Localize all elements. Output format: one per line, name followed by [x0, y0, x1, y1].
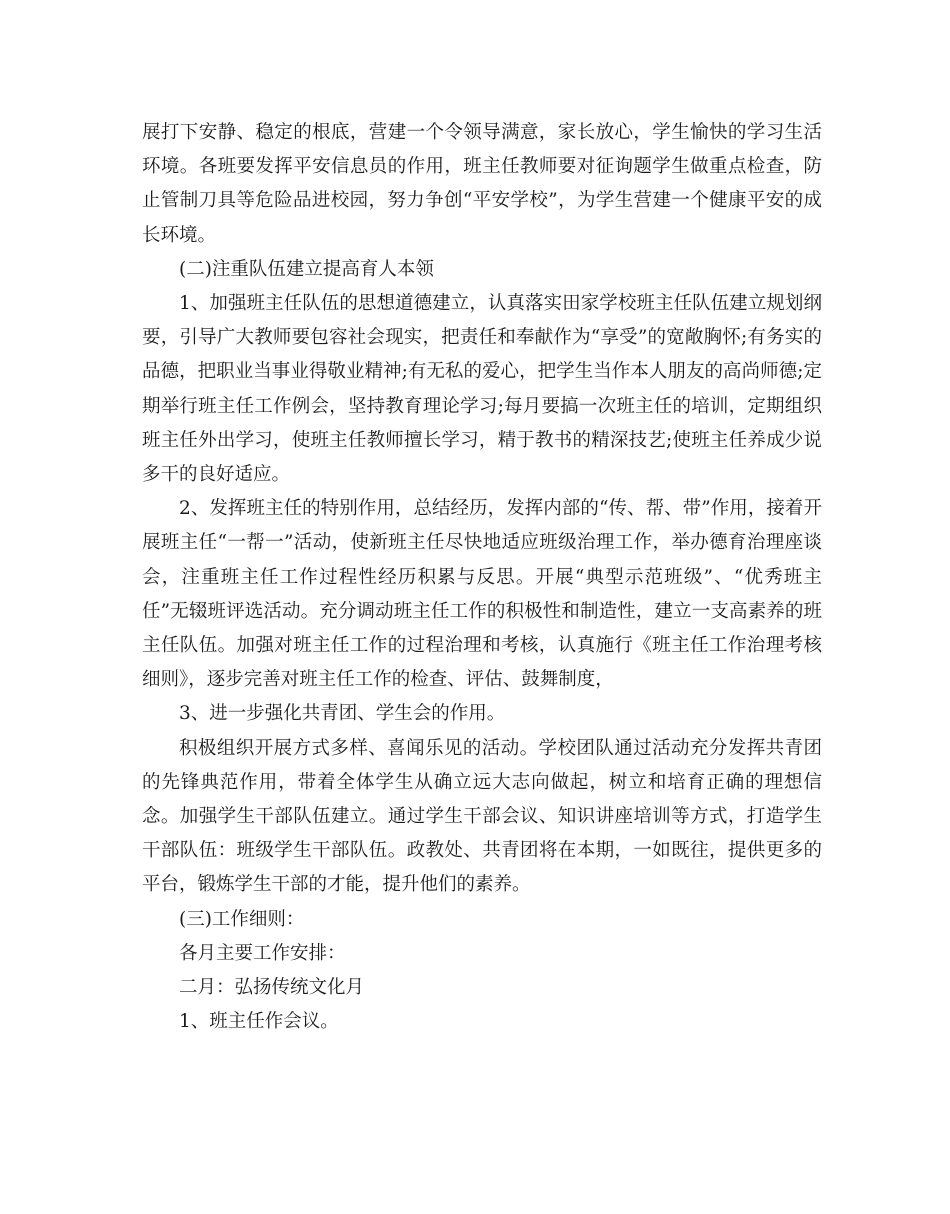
- paragraph-youth-league: 3、进一步强化共青团、学生会的作用。: [179, 703, 506, 725]
- paragraph-teacher-ethics: 1、加强班主任队伍的思想道德建立，认真落实田家学校班主任队伍建立规划纲要，引导广大教师要包容社会现实，把责任和奉献作为“享受”的宽敞胸怀;有务实的品德，把职业当事业得敬业精神;有无私的爱心，把学生当作本人朋友的高尚师德;定期举行班主任工作例会，坚持教育理论学习;每月要搞一次班主任的培训，定期组织班主任外出学习，使班主任教师擅长学习，精于教书的精深技艺;使班主任养成少说多干的良好适应。: [142, 293, 822, 486]
- paragraph-activities: 积极组织开展方式多样、喜闻乐见的活动。学校团队通过活动充分发挥共青团的先锋典范作用，带着全体学生从确立远大志向做起，树立和培育正确的理想信念。加强学生干部队伍建立。通过学生干部会议、知识讲座培训等方式，打造学生干部队伍：班级学生干部队伍。政教处、共青团将在本期，一如既往，提供更多的平台，锻炼学生干部的才能，提升他们的素养。: [142, 737, 822, 896]
- paragraph-safety-environment: 展打下安静、稳定的根底，营建一个令领导满意，家长放心，学生愉快的学习生活环境。各班要发挥平安信息员的作用，班主任教师要对征询题学生做重点检查，防止管制刀具等危险品进校园，努力争创“平安学校”，为学生营建一个健康平安的成长环境。: [142, 122, 822, 246]
- document-body: [142, 116, 822, 1039]
- heading-work-rules: (三)工作细则：: [179, 908, 305, 930]
- paragraph-february: 二月：弘扬传统文化月: [179, 977, 365, 999]
- paragraph-meeting: 1、班主任作会议。: [179, 1011, 339, 1033]
- heading-team-building: (二)注重队伍建立提高育人本领: [179, 258, 434, 280]
- paragraph-head-teacher-role: 2、发挥班主任的特别作用，总结经历，发挥内部的“传、帮、带”作用，接着开展班主任“一帮一”活动，使新班主任尽快地适应班级治理工作，举办德育治理座谈会，注重班主任工作过程性经历积累与反思。开展“典型示范班级”、“优秀班主任”无辍班评选活动。充分调动班主任工作的积极性和制造性，建立一支高素养的班主任队伍。加强对班主任工作的过程治理和考核，认真施行《班主任工作治理考核细则》，逐步完善对班主任工作的检查、评估、鼓舞制度，: [142, 498, 822, 691]
- paragraph-monthly-plan: 各月主要工作安排：: [179, 942, 346, 964]
